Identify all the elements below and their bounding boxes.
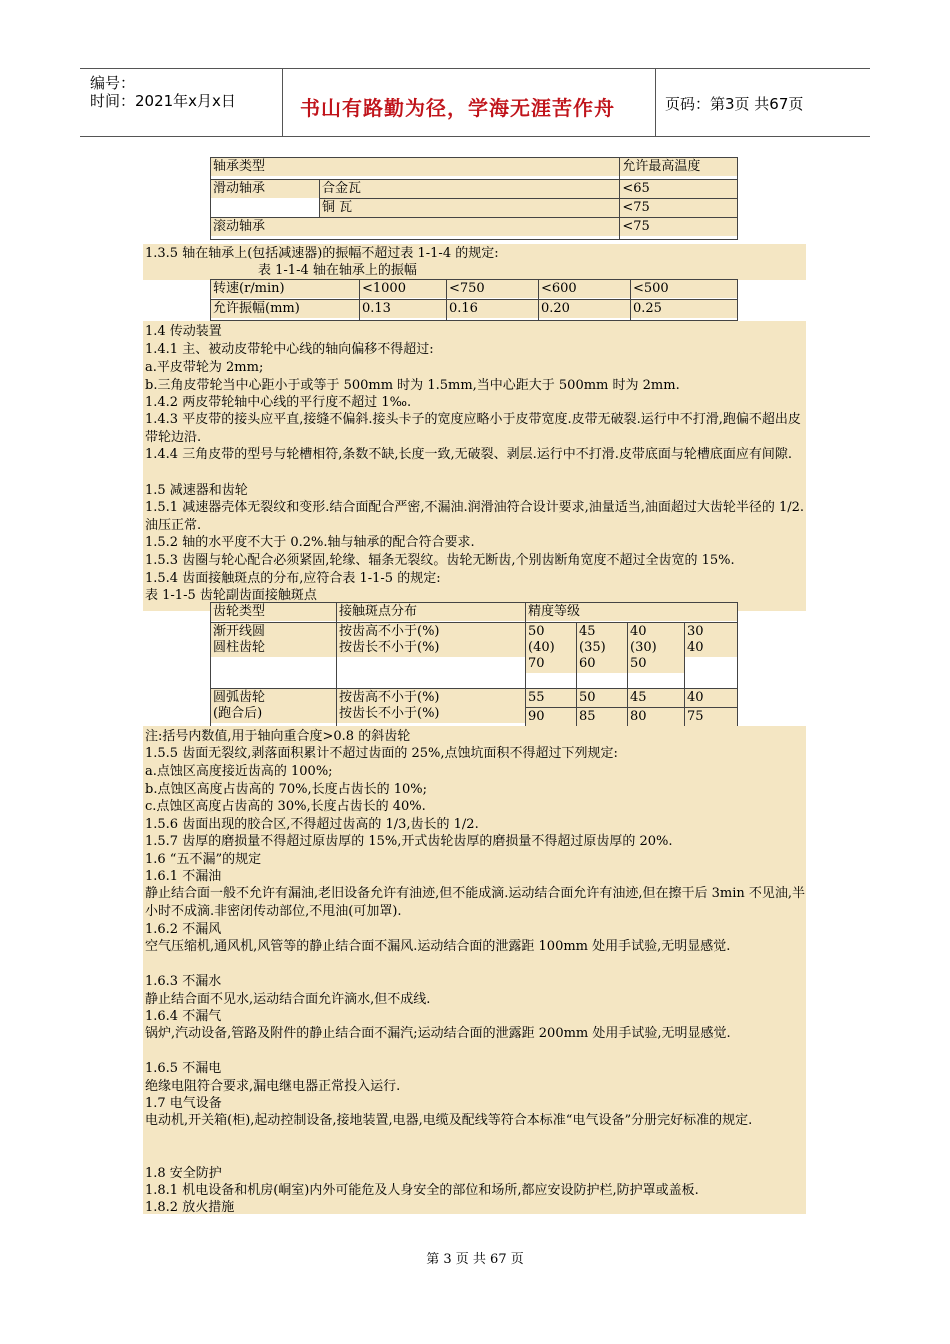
- table-cell: 55: [526, 689, 576, 707]
- table-cell: 渐开线圆 圆柱齿轮: [211, 623, 336, 657]
- table-header: 轴承类型: [211, 158, 619, 176]
- clause-1-6-3: 1.6.3 不漏水: [145, 974, 222, 989]
- table-cell: 50 (40) 70: [526, 623, 576, 673]
- doc-number-label: 编号：: [90, 74, 136, 92]
- header-divider-1: [282, 68, 283, 136]
- table-header: 接触斑点分布: [337, 603, 525, 621]
- clause-1-8-1: 1.8.1 机电设备和机房(峒室)内外可能危及人身安全的部位和场所,都应安设防护栏,防护罩或盖板.: [145, 1183, 699, 1198]
- table-cell: 85: [577, 708, 627, 726]
- table-cell: 0.13: [360, 300, 446, 318]
- table-cell: 80: [628, 708, 684, 726]
- clause-1-6-1-text: 静止结合面一般不允许有漏油,老旧设备允许有油迹,但不能成滴.运动结合面允许有油迹,但在擦干后 3min 不见油,半小时不成滴.非密闭传动部位,不甩油(可加罩).: [145, 886, 806, 919]
- doc-time-label: 时间：2021年x月x日: [90, 92, 236, 110]
- table-cell: 40: [685, 689, 737, 707]
- table-cell: <750: [447, 280, 538, 298]
- clause-1-5-2: 1.5.2 轴的水平度不大于 0.2%.轴与轴承的配合符合要求.: [145, 535, 475, 550]
- table-cell: <600: [539, 280, 630, 298]
- table-note: 注:括号内数值,用于轴向重合度>0.8 的斜齿轮: [145, 729, 411, 744]
- clause-1-3-5: 1.3.5 轴在轴承上(包括减速器)的振幅不超过表 1-1-4 的规定:: [145, 246, 499, 261]
- clause-1-8-2: 1.8.2 放火措施: [145, 1200, 235, 1215]
- table-cell: <65: [620, 180, 737, 198]
- table-cell: 滑动轴承: [211, 180, 319, 198]
- table-header: 允许振幅(mm): [211, 300, 359, 318]
- clause-1-4-2: 1.4.2 两皮带轮轴中心线的平行度不超过 1‰.: [145, 395, 412, 410]
- header-divider-2: [655, 68, 656, 136]
- clause-item: a.平皮带轮为 2mm;: [145, 360, 264, 375]
- clause-1-5-3: 1.5.3 齿圈与轮心配合必须紧固,轮缘、辐条无裂纹。齿轮无断齿,个别齿断角宽度不超过全齿宽的 15%.: [145, 553, 735, 568]
- table-header: 允许最高温度: [620, 158, 737, 176]
- clause-item: a.点蚀区高度接近齿高的 100%;: [145, 764, 333, 779]
- table-cell: <75: [620, 218, 737, 236]
- clause-1-5-6: 1.5.6 齿面出现的胶合区,不得超过齿高的 1/3,齿长的 1/2.: [145, 817, 479, 832]
- table-cell: 90: [526, 708, 576, 726]
- page-footer: 第 3 页 共 67 页: [426, 1252, 524, 1267]
- table-header: 精度等级: [526, 603, 737, 621]
- clause-1-6-4: 1.6.4 不漏气: [145, 1009, 222, 1024]
- clause-item: b.点蚀区高度占齿高的 70%,长度占齿长的 10%;: [145, 782, 428, 797]
- section-1-5: 1.5 减速器和齿轮: [145, 483, 248, 498]
- table-cell: 滚动轴承: [211, 218, 619, 236]
- clause-1-5-4: 1.5.4 齿面接触斑点的分布,应符合表 1-1-5 的规定:: [145, 571, 441, 586]
- table-cell: 按齿高不小于(%) 按齿长不小于(%): [337, 623, 525, 657]
- table-cell: 0.25: [631, 300, 737, 318]
- clause-1-5-7: 1.5.7 齿厚的磨损量不得超过原齿厚的 15%,开式齿轮齿厚的磨损量不得超过原齿厚的 20%.: [145, 834, 673, 849]
- table-cell: 按齿高不小于(%) 按齿长不小于(%): [337, 689, 525, 723]
- table-caption-1-1-5: 表 1-1-5 齿轮副齿面接触斑点: [145, 588, 317, 603]
- header-bottom-rule: [80, 136, 870, 137]
- gear-contact-table: [210, 602, 738, 727]
- vibration-table: [210, 279, 738, 321]
- table-cell: 50: [577, 689, 627, 707]
- table-cell: 0.16: [447, 300, 538, 318]
- clause-1-4-3: 1.4.3 平皮带的接头应平直,接缝不偏斜.接头卡子的宽度应略小于皮带宽度.皮带无破裂.运行中不打滑,跑偏不超出皮带轮边沿.: [145, 412, 801, 445]
- clause-1-6-5: 1.6.5 不漏电: [145, 1061, 222, 1076]
- section-1-7: 1.7 电气设备: [145, 1096, 222, 1111]
- clause-1-6-4-text: 锅炉,汽动设备,管路及附件的静止结合面不漏汽;运动结合面的泄露距 200mm 处用手试验,无明显感觉.: [145, 1026, 731, 1041]
- page-info: 页码：第3页 共67页: [665, 95, 804, 113]
- table-cell: <1000: [360, 280, 446, 298]
- clause-1-6-2: 1.6.2 不漏风: [145, 922, 222, 937]
- clause-1-5-5: 1.5.5 齿面无裂纹,剥落面积累计不超过齿面的 25%,点蚀坑面积不得超过下列规定:: [145, 746, 618, 761]
- table-caption-1-1-4: 表 1-1-4 轴在轴承上的振幅: [258, 263, 417, 278]
- clause-1-6-3-text: 静止结合面不见水,运动结合面允许滴水,但不成线.: [145, 992, 431, 1007]
- clause-1-5-1: 1.5.1 减速器壳体无裂纹和变形.结合面配合严密,不漏油.润滑油符合设计要求,油量适当,油面超过大齿轮半径的 1/2.油压正常.: [145, 500, 805, 533]
- table-cell: 铜 瓦: [320, 199, 619, 217]
- table-cell: 45: [628, 689, 684, 707]
- section-1-7-text: 电动机,开关箱(柜),起动控制设备,接地装置,电器,电缆及配线等符合本标准“电气设备”分册完好标准的规定.: [145, 1113, 753, 1128]
- bearing-temperature-table: [210, 157, 738, 240]
- header-top-rule: [80, 68, 870, 69]
- table-cell: <75: [620, 199, 737, 217]
- table-cell: 0.20: [539, 300, 630, 318]
- header-motto: 书山有路勤为径，学海无涯苦作舟: [300, 96, 615, 120]
- table-cell: 圆弧齿轮 (跑合后): [211, 689, 336, 723]
- table-cell: <500: [631, 280, 737, 298]
- table-cell: 45 (35) 60: [577, 623, 627, 673]
- table-header: 齿轮类型: [211, 603, 336, 621]
- clause-1-6-5-text: 绝缘电阻符合要求,漏电继电器正常投入运行.: [145, 1079, 401, 1094]
- section-1-4: 1.4 传动装置: [145, 324, 222, 339]
- clause-1-6-2-text: 空气压缩机,通风机,风管等的静止结合面不漏风.运动结合面的泄露距 100mm 处用手试验,无明显感觉.: [145, 939, 731, 954]
- clause-1-6-1: 1.6.1 不漏油: [145, 869, 222, 884]
- table-cell: 75: [685, 708, 737, 726]
- table-cell: 30 40: [685, 623, 737, 657]
- clause-1-4-4: 1.4.4 三角皮带的型号与轮槽相符,条数不缺,长度一致,无破裂、剥层.运行中不打滑.皮带底面与轮槽底面应有间隙.: [145, 447, 793, 462]
- clause-item: c.点蚀区高度占齿高的 30%,长度占齿长的 40%.: [145, 799, 426, 814]
- section-1-6: 1.6 “五不漏”的规定: [145, 852, 262, 867]
- clause-item: b.三角皮带轮当中心距小于或等于 500mm 时为 1.5mm,当中心距大于 500mm 时为 2mm.: [145, 378, 680, 393]
- section-1-8: 1.8 安全防护: [145, 1166, 222, 1181]
- table-cell: 40 (30) 50: [628, 623, 684, 673]
- table-cell: 合金瓦: [320, 180, 619, 198]
- clause-1-4-1: 1.4.1 主、被动皮带轮中心线的轴向偏移不得超过:: [145, 342, 434, 357]
- table-header: 转速(r/min): [211, 280, 359, 298]
